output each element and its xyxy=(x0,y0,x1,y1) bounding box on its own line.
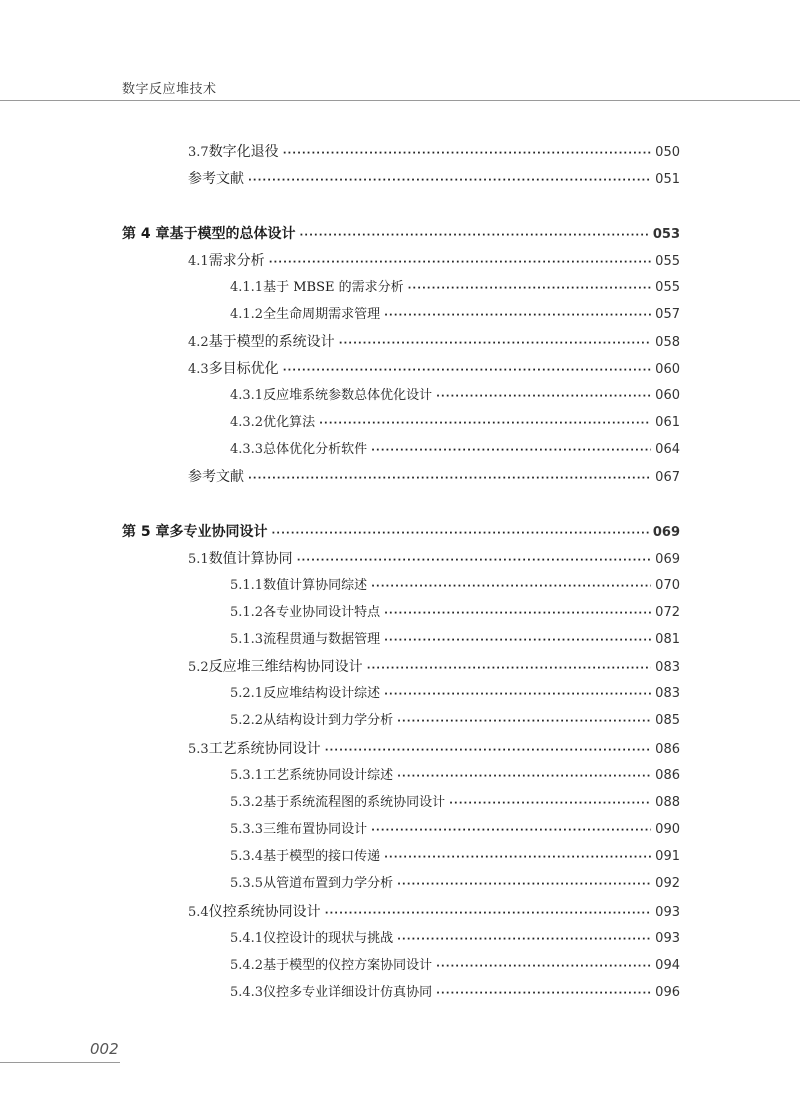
dot-leader xyxy=(371,820,651,842)
toc-entry-page: 081 xyxy=(655,632,680,647)
toc-entry xyxy=(230,629,680,651)
toc-entry-title: 参考文献 xyxy=(188,171,244,187)
running-head-title: 数字反应堆技术 xyxy=(122,82,217,97)
toc-entry xyxy=(122,521,680,543)
toc-entry-page: 083 xyxy=(655,660,680,675)
toc-entry-title: 基于模型的总体设计 xyxy=(169,226,296,242)
toc-entry-number: 5.2 xyxy=(188,660,209,675)
toc-entry-title: 仪控系统协同设计 xyxy=(208,904,321,920)
dot-leader xyxy=(384,603,651,625)
toc-entry-number: 第 5 章 xyxy=(122,524,170,540)
toc-entry-page: 086 xyxy=(655,742,680,757)
toc-entry-number: 4.1.2 xyxy=(230,307,264,322)
dot-leader xyxy=(300,225,649,247)
toc-entry-title: 数值计算协同 xyxy=(208,551,293,567)
toc-entry-title: 工艺系统协同设计 xyxy=(208,741,321,757)
toc-entry-page: 057 xyxy=(655,307,680,322)
toc-entry-number: 5.1.3 xyxy=(230,632,264,647)
toc-entry-number: 5.4.2 xyxy=(230,958,264,973)
dot-leader xyxy=(325,740,651,762)
toc-entry-number: 3.7 xyxy=(188,145,209,160)
toc-entry xyxy=(230,683,680,705)
toc-entry-number: 4.3 xyxy=(188,362,209,377)
dot-leader xyxy=(384,305,651,327)
toc-entry-page: 055 xyxy=(655,254,680,269)
toc-entry xyxy=(230,412,680,434)
toc-entry-number: 5.1 xyxy=(188,552,209,567)
toc-entry-page: 070 xyxy=(655,578,680,593)
dot-leader xyxy=(248,468,651,490)
dot-leader xyxy=(367,658,651,680)
toc-entry-title: 优化算法 xyxy=(263,415,316,430)
toc-entry-number: 第 4 章 xyxy=(122,226,170,242)
toc-entry-title: 反应堆系统参数总体优化设计 xyxy=(263,388,433,403)
toc-entry-number: 4.3.1 xyxy=(230,388,264,403)
toc-entry-number: 5.1.1 xyxy=(230,578,264,593)
toc-entry-page: 090 xyxy=(655,822,680,837)
toc-entry-page: 055 xyxy=(655,280,680,295)
dot-leader xyxy=(384,847,651,869)
toc-entry-title: 参考文献 xyxy=(188,469,244,485)
toc-entry-number: 4.1 xyxy=(188,254,209,269)
toc-entry xyxy=(230,602,680,624)
toc-entry-title: 仪控多专业详细设计仿真协同 xyxy=(263,985,433,1000)
toc-entry xyxy=(230,710,680,732)
toc-entry-page: 060 xyxy=(655,362,680,377)
toc-entry xyxy=(188,466,680,488)
dot-leader xyxy=(397,766,651,788)
toc-entry xyxy=(188,331,680,353)
toc-entry-number: 5.2.1 xyxy=(230,686,264,701)
toc-entry-title: 各专业协同设计特点 xyxy=(263,605,381,620)
toc-entry-title: 多专业协同设计 xyxy=(169,524,268,540)
toc-entry-title: 基于模型的接口传递 xyxy=(263,849,381,864)
toc-entry xyxy=(230,575,680,597)
toc-entry-page: 067 xyxy=(655,470,680,485)
toc-entry-number: 5.4.1 xyxy=(230,931,264,946)
footer-rule xyxy=(0,1062,120,1063)
toc-entry xyxy=(230,928,680,950)
dot-leader xyxy=(325,903,651,925)
toc-entry-page: 060 xyxy=(655,388,680,403)
toc-entry xyxy=(122,223,680,245)
dot-leader xyxy=(449,793,651,815)
toc-entry-number: 5.3.4 xyxy=(230,849,264,864)
toc-entry-title: 从管道布置到力学分析 xyxy=(263,876,394,891)
toc-entry xyxy=(230,819,680,841)
toc-entry xyxy=(188,168,680,190)
page-number: 002 xyxy=(90,1040,119,1058)
toc-entry-page: 050 xyxy=(655,145,680,160)
toc-entry-number: 4.1.1 xyxy=(230,280,264,295)
dot-leader xyxy=(283,143,651,165)
toc-entry-page: 061 xyxy=(655,415,680,430)
toc-entry-title: 仪控设计的现状与挑战 xyxy=(263,931,394,946)
dot-leader xyxy=(436,386,651,408)
toc-entry-page: 069 xyxy=(655,552,680,567)
dot-leader xyxy=(397,711,651,733)
toc-entry xyxy=(188,901,680,923)
toc-entry xyxy=(188,250,680,272)
toc-entry xyxy=(188,548,680,570)
toc-entry-number: 4.3.2 xyxy=(230,415,264,430)
dot-leader xyxy=(371,576,651,598)
toc-entry xyxy=(188,358,680,380)
toc-entry-page: 085 xyxy=(655,713,680,728)
toc-entry-number: 5.3.1 xyxy=(230,768,264,783)
toc-entry-page: 083 xyxy=(655,686,680,701)
toc-entry xyxy=(230,873,680,895)
dot-leader xyxy=(248,170,651,192)
toc-entry-title: 需求分析 xyxy=(208,253,265,269)
toc-entry-page: 064 xyxy=(655,442,680,457)
toc-entry-page: 093 xyxy=(655,931,680,946)
toc-entry-title: 流程贯通与数据管理 xyxy=(263,632,381,647)
toc-entry-title: 基于 MBSE 的需求分析 xyxy=(263,280,404,295)
toc-entry-title: 反应堆三维结构协同设计 xyxy=(208,659,363,675)
dot-leader xyxy=(272,523,649,545)
toc-entry-title: 三维布置协同设计 xyxy=(263,822,368,837)
toc-entry-page: 051 xyxy=(655,172,680,187)
toc-entry-title: 多目标优化 xyxy=(208,361,279,377)
dot-leader xyxy=(384,684,651,706)
toc-entry-number: 5.2.2 xyxy=(230,713,264,728)
dot-leader xyxy=(319,413,651,435)
toc-entry-title: 基于模型的系统设计 xyxy=(208,334,335,350)
toc-entry-page: 072 xyxy=(655,605,680,620)
toc-entry-page: 092 xyxy=(655,876,680,891)
toc-entry-number: 5.3.5 xyxy=(230,876,264,891)
toc-entry-title: 数值计算协同综述 xyxy=(263,578,368,593)
toc-entry-title: 基于系统流程图的系统协同设计 xyxy=(263,795,446,810)
toc-entry-page: 091 xyxy=(655,849,680,864)
toc-entry-title: 全生命周期需求管理 xyxy=(263,307,381,322)
toc-entry xyxy=(230,982,680,1004)
toc-entry-number: 5.3.2 xyxy=(230,795,264,810)
toc-entry-title: 反应堆结构设计综述 xyxy=(263,686,381,701)
dot-leader xyxy=(297,550,651,572)
dot-leader xyxy=(384,630,651,652)
dot-leader xyxy=(371,440,651,462)
dot-leader xyxy=(408,278,652,300)
dot-leader xyxy=(436,983,651,1005)
toc-entry xyxy=(230,385,680,407)
dot-leader xyxy=(283,360,651,382)
toc-entry-title: 基于模型的仪控方案协同设计 xyxy=(263,958,433,973)
toc-entry-number: 5.4 xyxy=(188,905,209,920)
toc-entry-page: 053 xyxy=(652,227,680,242)
toc-entry xyxy=(230,277,680,299)
toc-entry-number: 4.2 xyxy=(188,335,209,350)
toc-entry-page: 058 xyxy=(655,335,680,350)
toc-entry-page: 069 xyxy=(652,525,680,540)
header-rule xyxy=(0,100,800,101)
toc-entry xyxy=(230,846,680,868)
toc-entry xyxy=(230,304,680,326)
toc-entry-title: 从结构设计到力学分析 xyxy=(263,713,394,728)
toc-entry-page: 094 xyxy=(655,958,680,973)
toc-entry-title: 工艺系统协同设计综述 xyxy=(263,768,394,783)
dot-leader xyxy=(397,874,651,896)
dot-leader xyxy=(269,252,651,274)
toc-entry xyxy=(188,141,680,163)
toc-entry-page: 086 xyxy=(655,768,680,783)
toc-entry-page: 093 xyxy=(655,905,680,920)
toc-entry xyxy=(230,439,680,461)
toc-entry xyxy=(230,765,680,787)
toc-entry-number: 5.3.3 xyxy=(230,822,264,837)
toc-entry-number: 5.1.2 xyxy=(230,605,264,620)
dot-leader xyxy=(436,956,651,978)
toc-entry-title: 总体优化分析软件 xyxy=(263,442,368,457)
toc-entry-number: 5.3 xyxy=(188,742,209,757)
dot-leader xyxy=(339,333,651,355)
toc-entry xyxy=(188,738,680,760)
toc-entry-number: 5.4.3 xyxy=(230,985,264,1000)
toc-entry-number: 4.3.3 xyxy=(230,442,264,457)
toc-entry xyxy=(230,792,680,814)
toc-entry xyxy=(188,656,680,678)
dot-leader xyxy=(397,929,651,951)
toc-entry-page: 096 xyxy=(655,985,680,1000)
toc-entry-page: 088 xyxy=(655,795,680,810)
toc-entry-title: 数字化退役 xyxy=(208,144,279,160)
toc-entry xyxy=(230,955,680,977)
